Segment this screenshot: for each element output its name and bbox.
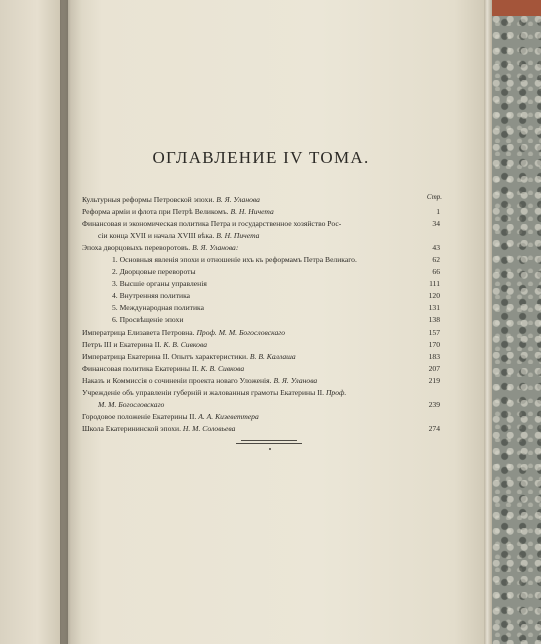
toc-entry-page: 34 <box>432 219 440 229</box>
toc-entry-text <box>82 375 416 387</box>
toc-entry-page: 131 <box>428 303 440 313</box>
toc-entry-author: Проф. М. М. Богословскаго <box>196 327 286 337</box>
toc-entry-title: Эпоха дворцовыхъ переворотовъ. <box>82 243 191 253</box>
toc-entry-page: 111 <box>429 279 440 289</box>
toc-entry-text <box>82 242 416 254</box>
toc-entry-text <box>82 194 416 206</box>
toc-entry-author: В. Н. Ничета <box>230 207 274 217</box>
patterned-cloth <box>492 0 541 644</box>
toc-entry-text <box>82 266 416 278</box>
toc-entry <box>82 351 440 363</box>
toc-entry-title: Императрица Екатерина II. Опытъ характеристики. <box>82 351 248 361</box>
toc-entry-page: 1 <box>436 207 440 217</box>
toc-entry <box>82 278 440 290</box>
toc-entry-page: 219 <box>428 375 440 385</box>
toc-entry-text <box>82 314 416 326</box>
toc-entry-text <box>82 254 416 266</box>
toc-entry-text <box>82 363 416 375</box>
toc-entry <box>82 266 440 278</box>
toc-entry-title: 3. Высшіе органы управленія <box>112 279 207 289</box>
toc-entry-page: 274 <box>428 423 440 433</box>
toc-title: ОГЛАВЛЕНИЕ IV ТОМА. <box>152 148 370 167</box>
toc-entry <box>82 327 440 339</box>
toc-entry-page: 207 <box>428 363 440 373</box>
toc-entry-page: 157 <box>428 327 440 337</box>
toc-entry-text <box>82 327 416 339</box>
left-page <box>0 0 68 644</box>
toc-entries <box>82 194 440 435</box>
toc-entry-page: 183 <box>428 351 440 361</box>
toc-entry-text <box>82 230 416 242</box>
toc-entry-title: Реформа арміи и флота при Петрѣ Великомъ. <box>82 207 229 217</box>
toc-entry-text <box>82 351 416 363</box>
toc-entry-text <box>82 290 416 302</box>
toc-entry <box>82 290 440 302</box>
page-column-label: Стр. <box>426 193 442 201</box>
toc-entry <box>82 423 440 435</box>
toc-entry-author: А. А. Кизеветтера <box>198 411 259 421</box>
toc-entry-page: 43 <box>432 243 440 253</box>
toc-entry-page: 66 <box>432 267 440 277</box>
page-edge <box>484 0 492 644</box>
toc-entry <box>82 206 440 218</box>
toc-entry-title: сіи конца XVII и начала XVIII вѣка. <box>98 231 215 241</box>
spine-shadow <box>60 0 82 644</box>
toc-entry-title: Городовое положеніе Екатерины II. <box>82 411 197 421</box>
toc-entry <box>82 218 440 230</box>
toc-entry-author: В. Я. Уланова <box>216 195 260 204</box>
toc-entry-title: Финансовая политика Екатерины II. <box>82 363 199 373</box>
toc-entry-title: Наказъ и Коммиссія о сочиненіи проекта новаго Уложенія. <box>82 375 272 385</box>
toc-entry <box>82 314 440 326</box>
toc-entry-title: Учрежденіе объ управленіи губерній и жалованныя грамоты Екатерины II. <box>82 387 325 397</box>
toc-entry-text <box>82 278 416 290</box>
toc-entry-page: 138 <box>428 315 440 325</box>
toc-entry-author: В. Н. Пичета <box>216 231 260 241</box>
toc-entry-author: Н. М. Соловьева <box>182 423 236 433</box>
toc-entry-text <box>82 387 416 399</box>
toc-entry <box>82 254 440 266</box>
toc-entry <box>82 399 440 411</box>
toc-entry-title: 5. Международная политика <box>112 303 204 313</box>
toc-entry-author: К. В. Сивкова <box>200 363 245 373</box>
toc-entry-title: Финансовая и экономическая политика Петра и государственное хозяйство Рос- <box>82 219 342 229</box>
toc-entry <box>82 375 440 387</box>
closing-rule-2 <box>236 443 302 444</box>
toc-entry-author: М. М. Богословскаго <box>98 399 165 409</box>
toc-entry-page: 170 <box>428 339 440 349</box>
toc-entry-page: 239 <box>428 399 440 409</box>
toc-entry <box>82 242 440 254</box>
toc-entry <box>82 411 440 423</box>
toc-entry <box>82 302 440 314</box>
closing-rule <box>241 440 297 441</box>
toc-entry-text <box>82 206 416 218</box>
toc-entry-title: Петръ III и Екатерина II. <box>82 339 162 349</box>
toc-entry <box>82 387 440 399</box>
toc-entry-author: В. Я. Уланова <box>273 375 318 385</box>
table-of-contents <box>82 148 440 435</box>
toc-entry-text <box>82 302 416 314</box>
toc-entry-title: Императрица Елизавета Петровна. <box>82 327 195 337</box>
toc-entry-text <box>82 423 416 435</box>
toc-entry-author: Проф. <box>325 387 347 397</box>
toc-entry <box>82 194 440 206</box>
toc-entry-text <box>82 339 416 351</box>
toc-entry-page: 120 <box>428 291 440 301</box>
toc-entry-author: В. В. Каллаша <box>249 351 296 361</box>
toc-entry-title: Школа Екатерининской эпохи. <box>82 423 181 433</box>
red-cloth-corner <box>492 0 541 16</box>
toc-entry-title: 4. Внутренняя политика <box>112 291 191 301</box>
toc-entry-title: Культурныя реформы Петровской эпохи. <box>82 195 215 204</box>
toc-entry-text <box>82 411 416 423</box>
toc-entry-page: 62 <box>432 255 440 265</box>
toc-entry-author: В. Я. Уланова: <box>192 243 239 253</box>
toc-entry-title: 2. Дворцовые перевороты <box>112 267 196 277</box>
toc-entry <box>82 363 440 375</box>
toc-entry-title: 1. Основныя явленія эпохи и отношеніе ихъ къ реформамъ Петра Великаго. <box>112 255 357 265</box>
toc-entry-text <box>82 399 416 411</box>
toc-entry <box>82 230 440 242</box>
toc-entry-text <box>82 218 416 230</box>
toc-entry <box>82 339 440 351</box>
toc-entry-title: 6. Просвѣщеніе эпохи <box>112 315 184 325</box>
toc-entry-author: К. В. Сивкова <box>163 339 208 349</box>
closing-dot <box>269 448 271 450</box>
